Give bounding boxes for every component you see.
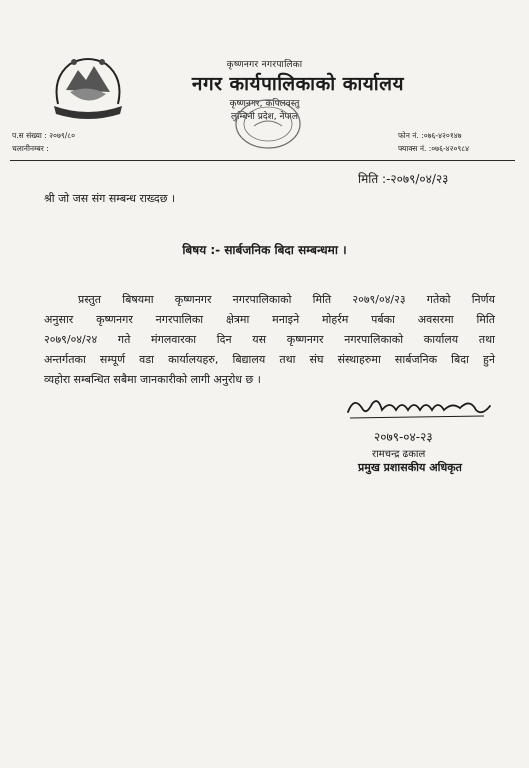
office-title: नगर कार्यपालिकाको कार्यालय (191, 73, 405, 95)
letter-date: मिति :-२०७९/०४/२३ (358, 172, 449, 186)
subject-line: बिषय :- सार्बजनिक बिदा सम्बन्धमा । (182, 243, 347, 257)
signature-date: २०७९-०४-२३ (374, 430, 433, 444)
office-province: लुम्बिनी प्रदेश, नेपाल (231, 112, 298, 122)
body-line: अनुसार कृष्णनगर नगरपालिका क्षेत्रमा मनाइने मोहर्रम पर्बका अवसरमा मिति (44, 313, 495, 326)
office-stamp-icon (232, 96, 304, 152)
official-name: रामचन्द्र ढकाल (372, 449, 426, 460)
fax-number: फ्याक्स नं. :०७६-४२०९८४ (398, 144, 470, 153)
letter-number: प.स संख्या : २०७९/८० (12, 131, 76, 140)
handwritten-signature-icon (344, 392, 494, 424)
office-address: कृष्णनगर, कपिलवस्तु (229, 99, 300, 109)
municipality-name: कृष्णनगर नगरपालिका (226, 60, 303, 70)
body-line: २०७९/०४/२४ गते मंगलवारका दिन यस कृष्णनगर नगरपालिकाको कार्यालय तथा (44, 333, 495, 346)
recipient-line: श्री जो जस संग सम्बन्ध राख्दछ । (44, 192, 176, 205)
body-line: प्रस्तुत बिषयमा कृष्णनगर नगरपालिकाको मिति २०७९/०४/२३ गतेको निर्णय (78, 293, 495, 306)
body-line: व्यहोरा सम्बन्धित सबैमा जानकारीको लागी अनुरोध छ । (44, 373, 261, 386)
header-divider (10, 160, 515, 161)
official-title: प्रमुख प्रशासकीय अधिकृत (358, 461, 462, 474)
dispatch-number: चलानीनम्बर : (12, 144, 49, 153)
body-line: अन्तर्गतका सम्पूर्ण वडा कार्यालयहरु, बिद्यालय तथा संघ संस्थाहरुमा सार्बजनिक बिदा हुने (44, 353, 495, 366)
phone-number: फोन नं. :०७६-४२०१४७ (398, 131, 462, 140)
